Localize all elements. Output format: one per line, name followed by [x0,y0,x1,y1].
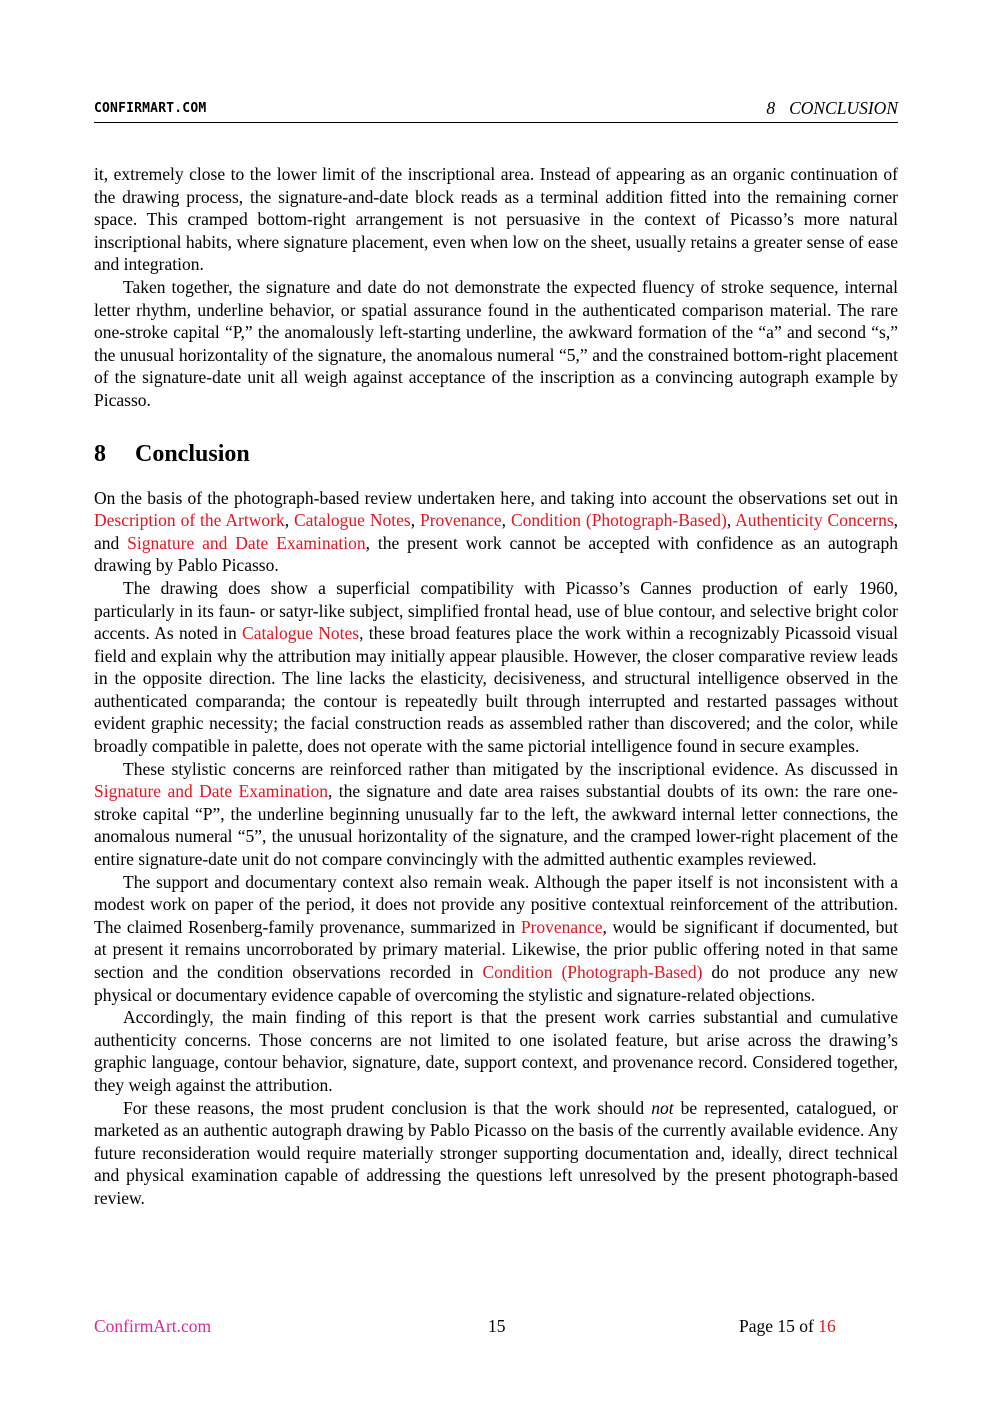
running-section-name: CONCLUSION [789,98,898,118]
text-run: , the signature and date area raises substantial doubts of its own: the rare one-stroke capital “P”, the underline beginning unusually far to the left, the awkward internal letter connections, the anomalous numeral “5”, the unusual horizontality of the signature, and the cramped lower-right placement of the entire signature-date unit do not compare convincingly with the admitted authentic examples reviewed. [94,781,899,870]
paragraph: it, extremely close to the lower limit of the inscriptional area. Instead of appearing as an organic continuation of the drawing process, the signature-and-date block reads as a terminal addition fitted into the remaining corner space. This cramped bottom-right arrangement is not persuasive in the context of Picasso’s more natural inscriptional habits, where signature placement, even when low on the sheet, usually retains a greater sense of ease and integration. [94,164,898,275]
running-section-title [766,98,898,119]
paragraph [94,487,898,577]
link-condition[interactable]: Condition (Photograph-Based) [510,510,727,531]
text-run: , the present work cannot be accepted with confidence as an autograph drawing by Pablo Picasso. [94,532,898,576]
text-run: , [501,510,511,531]
text-run: , would be significant if documented, but at present it remains uncorroborated by primary material. Likewise, the prior public offering noted in that same section and the condition observations recorded in [94,916,898,982]
text-run: , [726,510,736,531]
link-authenticity-concerns[interactable]: Authenticity Concerns [735,510,894,531]
text-run: , and [94,510,899,553]
site-logo[interactable]: CONFIRMART.COM [94,101,207,116]
paragraph [94,577,898,758]
text-run: , [284,510,294,531]
paragraph: Taken together, the signature and date do not demonstrate the expected fluency of stroke sequence, internal letter rhythm, underline behavior, or spatial assurance found in the authenticated comparison material. The rare one-stroke capital “P,” the anomalously left-starting underline, the awkward formation of the “a” and second “s,” the unusual horizontality of the signature, the anomalous numeral “5,” and the constrained bottom-right placement of the signature-date unit all weigh against acceptance of the inscription as a convincing autograph example by Picasso. [94,276,898,410]
running-section-number: 8 [766,98,776,118]
page-body [94,163,898,1210]
footer-page-count [739,1316,836,1337]
total-pages-link[interactable]: 16 [818,1316,836,1336]
text-run: , these broad features place the work within a recognizably Picassoid visual field and explain why the attribution may initially appear plausible. However, the closer comparative review leads in the opposite direction. The line lacks the elasticity, decisiveness, and structural intelligence observed in the authenticated comparanda; the contour is repeatedly built through interrupted and restarted passages without evident graphic necessity; the facial construction reads as assembled rather than discovered; and the color, while broadly compatible in palette, does not operate with the same pictorial intelligence found in secure examples. [94,623,899,757]
text-run: The support and documentary context also remain weak. Although the paper itself is not inconsistent with a modest work on paper of the period, it does not provide any positive contextual reinforcement of the attribution. The claimed Rosenberg-family provenance, summarized in [94,871,898,937]
link-catalogue-notes[interactable]: Catalogue Notes [294,510,411,531]
link-description-of-the-artwork[interactable]: Description of the Artwork [94,510,285,531]
text-run: do not produce any new physical or documentary evidence capable of overcoming the stylistic and signature-related objections. [94,962,898,1005]
paragraph [94,871,898,1007]
link-catalogue-notes[interactable]: Catalogue Notes [242,623,360,644]
paragraph: Accordingly, the main finding of this report is that the present work carries substantial and cumulative authenticity concerns. Those concerns are not limited to one isolated feature, but arise across the drawing’s graphic language, contour behavior, signature, date, support context, and provenance record. Considered together, they weigh against the attribution. [94,1007,898,1095]
footer-page-number: 15 [488,1316,506,1336]
text-run: The drawing does show a superficial compatibility with Picasso’s Cannes production of early 1960, particularly in its faun- or satyr-like subject, simplified frontal head, use of blue contour, and selective bright color accents. As noted in [94,577,898,644]
running-header [94,98,898,123]
emphasis: not [651,1097,674,1118]
section-heading [94,439,898,469]
page-label: Page 15 of [739,1316,819,1336]
text-run: For these reasons, the most prudent conclusion is that the work should [123,1097,652,1118]
link-signature-and-date[interactable]: Signature and Date Examination [127,532,366,553]
text-run: These stylistic concerns are reinforced rather than mitigated by the inscriptional evidence. As discussed in [123,758,898,779]
paragraph [94,1097,898,1210]
text-run: be represented, catalogued, or marketed as an authentic autograph drawing by Pablo Picasso on the basis of the currently available evidence. Any future reconsideration would require materially stronger supporting documentation and, ideally, direct technical and physical examination capable of addressing the questions left unresolved by the present photograph-based review. [94,1097,898,1208]
link-provenance[interactable]: Provenance [520,916,603,937]
footer-site-link[interactable]: ConfirmArt.com [94,1316,212,1336]
section-number: 8 [94,440,106,467]
link-signature-and-date[interactable]: Signature and Date Examination [94,781,328,802]
paragraph [94,758,898,871]
text-run: , [410,510,420,531]
section-title: Conclusion [135,440,250,467]
link-provenance[interactable]: Provenance [420,510,502,531]
text-run: On the basis of the photograph-based review undertaken here, and taking into account the observations set out in [94,487,898,508]
link-condition[interactable]: Condition (Photograph-Based) [482,962,703,982]
